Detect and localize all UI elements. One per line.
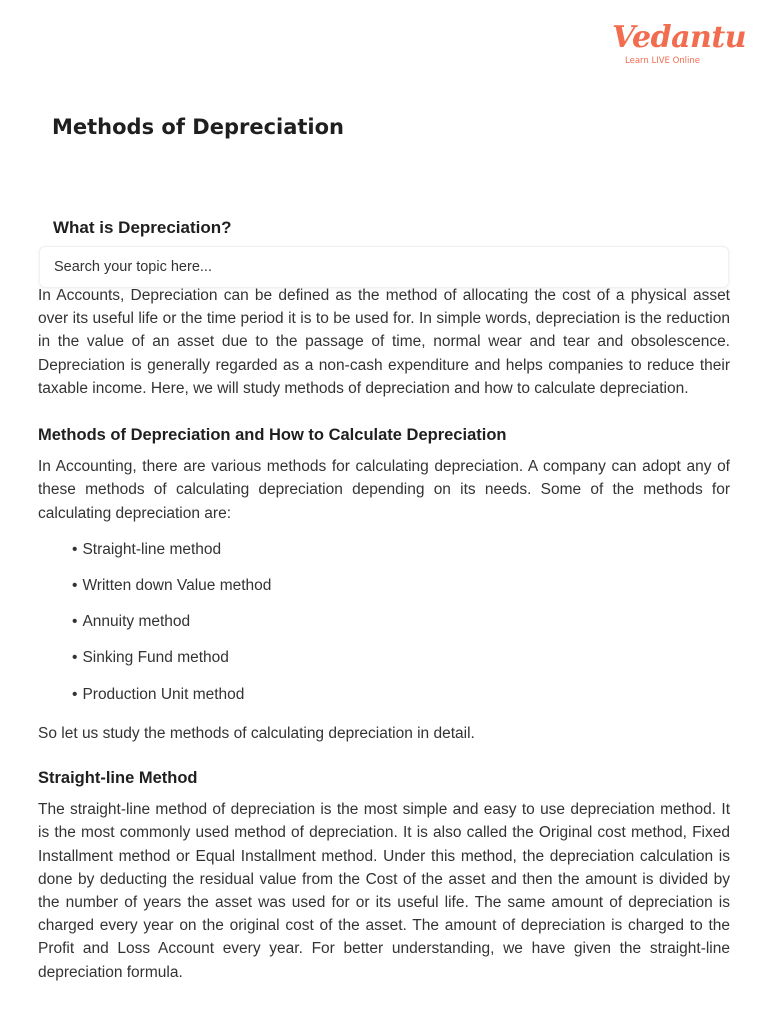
list-item: • Straight-line method xyxy=(72,538,730,574)
article-content xyxy=(38,284,730,984)
search-input[interactable] xyxy=(39,246,729,288)
logo-wordmark: Vedantu xyxy=(612,20,747,55)
vedantu-logo[interactable] xyxy=(612,20,747,70)
section-title: What is Depreciation? xyxy=(53,218,232,237)
list-item: • Production Unit method xyxy=(72,683,730,719)
list-item: • Sinking Fund method xyxy=(72,646,730,682)
methods-list xyxy=(38,538,730,719)
logo-tagline: Learn LIVE Online xyxy=(625,56,701,66)
list-item: • Written down Value method xyxy=(72,574,730,610)
page-title: Methods of Depreciation xyxy=(52,115,345,139)
intro-paragraph: In Accounts, Depreciation can be defined as the method of allocating the cost of a physical asset over its useful life or the time period it is to be used for. In simple words, depreciation is the reduction in the value of an asset due to the passage of time, normal wear and tear and obsolescence. Depreciation is generally regarded as a non-cash expenditure and helps companies to reduce their taxable income. Here, we will study methods of depreciation and how to calculate depreciation. xyxy=(38,287,730,397)
detail-paragraph: So let us study the methods of calculating depreciation in detail. xyxy=(38,724,475,742)
methods-paragraph: In Accounting, there are various methods for calculating depreciation. A company can adopt any of these methods of calculating depreciation depending on its needs. Some of the methods for calculating depreciation are: xyxy=(38,458,730,522)
straight-line-paragraph: The straight-line method of depreciation is the most simple and easy to use depreciation method. It is the most commonly used method of depreciation. It is also called the Original cost method, Fixed Installment method or Equal Installment method. Under this method, the depreciation calculation is done by deducting the residual value from the Cost of the asset and then the amount is divided by the number of years the asset was used for or its useful life. The same amount of depreciation is charged every year on the original cost of the asset. The amount of depreciation is charged to the Profit and Loss Account every year. For better understanding, we have given the straight-line depreciation formula. xyxy=(38,801,730,981)
list-item: • Annuity method xyxy=(72,610,730,646)
methods-heading: Methods of Depreciation and How to Calculate Depreciation xyxy=(38,426,507,445)
search-placeholder: Search your topic here... xyxy=(54,259,212,275)
straight-line-heading: Straight-line Method xyxy=(38,768,198,787)
